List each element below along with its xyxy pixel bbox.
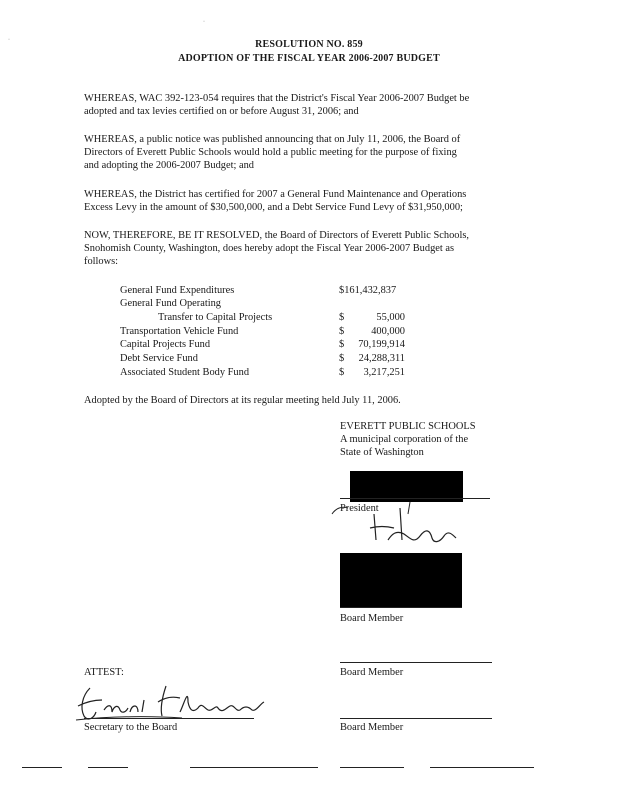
bottom-rule xyxy=(430,767,534,768)
fund-dollar-sign: $ xyxy=(339,312,345,323)
fund-label: Transfer to Capital Projects xyxy=(158,312,273,323)
resolution-title: RESOLUTION NO. 859 xyxy=(255,39,363,50)
paragraph-line: adopted and tax levies certified on or before August 31, 2006; and xyxy=(84,106,359,118)
resolution-subtitle: ADOPTION OF THE FISCAL YEAR 2006-2007 BUDGET xyxy=(178,53,440,64)
handwritten-signature xyxy=(330,500,470,560)
signature-line xyxy=(340,718,492,719)
fund-label: General Fund Operating xyxy=(120,298,221,309)
whereas-paragraph-2 xyxy=(84,133,532,173)
whereas-paragraph-3 xyxy=(84,188,532,214)
fund-label: Debt Service Fund xyxy=(120,353,198,364)
fund-dollar-sign: $ xyxy=(339,339,345,350)
secretary-signature xyxy=(72,682,272,726)
paragraph-line: WHEREAS, the District has certified for 2007 a General Fund Maintenance and Operations xyxy=(84,189,467,200)
fund-amount: 3,217,251 xyxy=(363,367,405,378)
fund-label: Capital Projects Fund xyxy=(120,339,211,350)
bottom-rule xyxy=(340,767,404,768)
attest-label: ATTEST: xyxy=(84,667,124,678)
paragraph-line: Directors of Everett Public Schools would hold a public meeting for the purpose of fixing xyxy=(84,147,457,159)
board-member-label: Board Member xyxy=(340,722,404,733)
paragraph-line: Excess Levy in the amount of $30,500,000, and a Debt Service Fund Levy of $31,950,000; xyxy=(84,202,463,214)
signature-line xyxy=(340,498,490,499)
fund-amount: 55,000 xyxy=(376,312,405,323)
fund-label: Transportation Vehicle Fund xyxy=(120,326,239,337)
signature-line xyxy=(84,718,254,719)
fund-amount: $161,432,837 xyxy=(339,285,397,296)
paragraph-line: Snohomish County, Washington, does hereby adopt the Fiscal Year 2006-2007 Budget as xyxy=(84,243,455,255)
paragraph-line: and adopting the 2006-2007 Budget; and xyxy=(84,160,254,172)
organization-name: EVERETT PUBLIC SCHOOLS xyxy=(340,421,476,432)
president-label: President xyxy=(340,503,379,514)
board-member-label: Board Member xyxy=(340,613,404,624)
paragraph-line: NOW, THEREFORE, BE IT RESOLVED, the Board of Directors of Everett Public Schools, xyxy=(84,230,469,241)
fund-label: Associated Student Body Fund xyxy=(120,367,250,378)
fund-dollar-sign: $ xyxy=(339,367,345,378)
board-member-label: Board Member xyxy=(340,667,404,678)
fund-amount: 70,199,914 xyxy=(358,339,405,350)
stray-mark-left: · xyxy=(8,37,10,43)
signature-line xyxy=(340,662,492,663)
redaction-block xyxy=(340,553,462,607)
paragraph-line: WHEREAS, WAC 392-123-054 requires that the District's Fiscal Year 2006-2007 Budget be xyxy=(84,93,470,104)
fund-amount: 400,000 xyxy=(371,326,405,337)
whereas-paragraph-1 xyxy=(84,92,532,118)
paragraph-line: follows: xyxy=(84,256,119,268)
fund-amount: 24,288,311 xyxy=(358,353,405,364)
signature-line xyxy=(340,607,462,608)
organization-line: A municipal corporation of the xyxy=(340,434,469,446)
stray-mark-top: · xyxy=(203,19,205,25)
bottom-rule xyxy=(22,767,62,768)
resolved-paragraph xyxy=(84,229,532,269)
organization-block xyxy=(340,420,475,460)
bottom-rule xyxy=(190,767,318,768)
paragraph-line: WHEREAS, a public notice was published announcing that on July 11, 2006, the Board of xyxy=(84,134,461,145)
bottom-rule xyxy=(88,767,128,768)
organization-line: State of Washington xyxy=(340,447,424,459)
fund-dollar-sign: $ xyxy=(339,326,345,337)
adopted-statement: Adopted by the Board of Directors at its regular meeting held July 11, 2006. xyxy=(84,395,401,406)
fund-label: General Fund Expenditures xyxy=(120,285,235,296)
secretary-label: Secretary to the Board xyxy=(84,722,178,733)
fund-dollar-sign: $ xyxy=(339,353,345,364)
